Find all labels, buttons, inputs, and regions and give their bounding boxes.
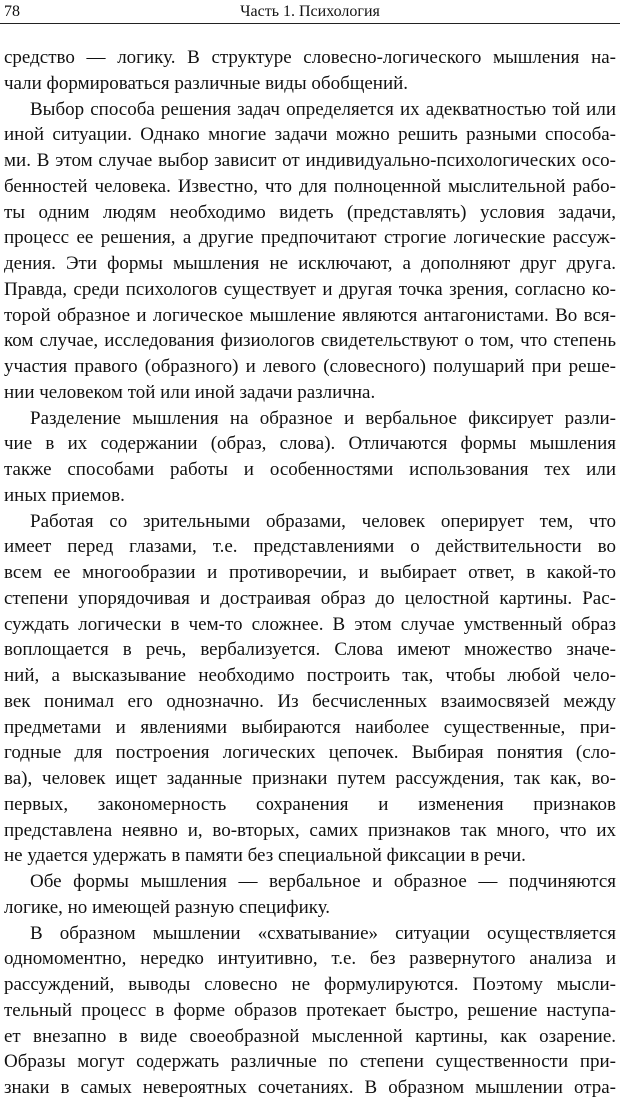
text-line: средство — логику. В структуре словесно-логического мышления на-: [4, 47, 616, 68]
text-line: чие в их содержании (образ, слова). Отличаются формы мышления: [4, 433, 616, 455]
text-line: иной ситуации. Однако многие задачи можно решить разными способа-: [4, 124, 616, 146]
text-line: знаки в самых невероятных сочетаниях. В образном мышлении отра-: [4, 1077, 616, 1098]
text-line: торой образное и логическое мышление являются антагонистами. Во вся-: [4, 304, 616, 326]
text-line: первых, закономерность сохранения и изменения признаков: [4, 793, 616, 815]
text-line: ет внезапно в виде своеобразной мысленной картины, как озарение.: [4, 1025, 616, 1047]
text-line: тельный процесс в форме образов протекает быстро, решение наступа-: [4, 999, 616, 1021]
text-line: Образы могут содержать различные по степени существенности при-: [4, 1051, 616, 1073]
text-line: годные для построения логических цепочек. Выбирая понятия (сло-: [4, 742, 616, 764]
paragraph: [4, 45, 616, 97]
text-line: Правда, среди психологов существует и другая точка зрения, согласно ко-: [4, 278, 616, 300]
text-line: степени упорядочивая и достраивая образ до целостной картины. Рас-: [4, 587, 616, 609]
text-line: нии человеком той или иной задачи различна.: [4, 381, 376, 403]
text-line: предметами и явлениями выбираются наиболее существенные, при-: [4, 716, 616, 738]
text-line: представлена неявно и, во-вторых, самих признаков так много, что их: [4, 819, 616, 841]
body-text: [4, 45, 616, 1101]
text-line: бенностей человека. Известно, что для полноценной мыслительной рабо-: [4, 175, 616, 197]
text-line: не удается удержать в памяти без специальной фиксации в речи.: [4, 845, 526, 867]
text-line: В образном мышлении «схватывание» ситуации осуществляется: [30, 922, 616, 944]
paragraph: [4, 921, 616, 1101]
text-line: век понимал его однозначно. Из бесчисленных взаимосвязей между: [4, 690, 616, 712]
text-line: дения. Эти формы мышления не исключают, а дополняют друг друга.: [4, 253, 616, 274]
paragraph: [4, 509, 616, 870]
paragraph: [4, 97, 616, 406]
text-line: также способами работы и особенностями использования тех или: [4, 459, 616, 480]
text-line: ты одним людям необходимо видеть (представлять) условия задачи,: [4, 201, 616, 223]
text-line: рассуждений, выводы словесно не формулируются. Поэтому мысли-: [4, 974, 616, 995]
text-line: процесс ее решения, а другие предпочитают строгие логические рассуж-: [4, 227, 616, 249]
page-header: [0, 0, 620, 30]
text-line: всем ее многообразии и противоречии, и выбирает ответ, в какой-то: [4, 562, 616, 583]
paragraph: [4, 406, 616, 509]
text-line: имеет перед глазами, т.е. представлениями о действительности во: [4, 536, 616, 558]
text-line: ний, а высказывание необходимо построить так, чтобы любой чело-: [4, 665, 616, 686]
text-line: Работая со зрительными образами, человек оперирует тем, что: [30, 510, 616, 532]
text-line: логике, но имеющей разную специфику.: [4, 896, 331, 918]
running-title: Часть 1. Психология: [240, 3, 380, 20]
text-line: суждать логически в чем-то сложнее. В этом случае умственный образ: [4, 613, 616, 635]
text-line: Обе формы мышления — вербальное и образное — подчиняются: [30, 871, 616, 892]
text-line: ми. В этом случае выбор зависит от индивидуально-психологических осо-: [4, 150, 616, 171]
text-line: ва), человек ищет заданные признаки путем рассуждения, так как, во-: [4, 768, 616, 789]
text-line: одномоментно, нередко интуитивно, т.е. без развернутого анализа и: [4, 948, 616, 970]
text-line: Разделение мышления на образное и вербальное фиксирует разли-: [30, 407, 616, 429]
header-rule: [0, 23, 620, 24]
text-line: иных приемов.: [4, 484, 125, 506]
text-line: чали формироваться различные виды обобщений.: [4, 72, 409, 94]
paragraph: [4, 869, 616, 921]
page-number: 78: [4, 3, 20, 20]
text-line: Выбор способа решения задач определяется их адекватностью той или: [30, 98, 616, 120]
text-line: ком случае, исследования физиологов свидетельствуют о том, что степень: [4, 330, 616, 352]
text-line: участия правого (образного) и левого (словесного) полушарий при реше-: [4, 356, 616, 377]
text-line: воплощается в речь, вербализуется. Слова имеют множество значе-: [4, 639, 616, 661]
